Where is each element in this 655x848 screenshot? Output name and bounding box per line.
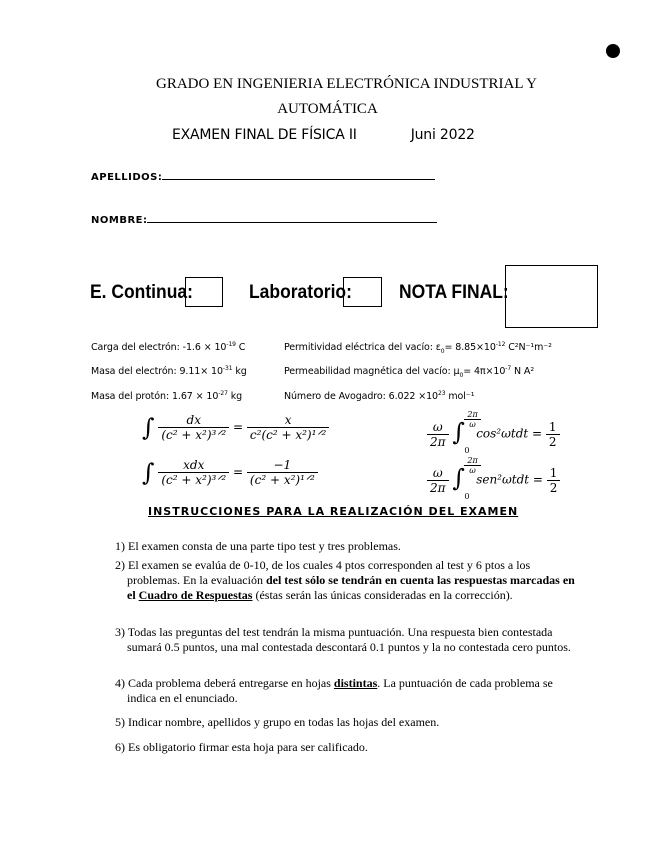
instruction-1: 1) El examen consta de una parte tipo test y tres problemas. <box>115 539 401 553</box>
degree-title-line2: AUTOMÁTICA <box>277 101 378 117</box>
instruction-3: 3) Todas las preguntas del test tendrán la misma puntuación. Una respuesta bien contestada sumará 0.5 puntos, una mal contestada descontará 0.1 puntos y la no contestada cero puntos. <box>115 625 571 654</box>
instruction-4: 4) Cada problema deberá entregarse en hojas distintas. La puntuación de cada problema se indica en el enunciado. <box>115 676 553 705</box>
instruction-6: 6) Es obligatorio firmar esta hoja para ser calificado. <box>115 740 368 754</box>
integral-sign-icon: ∫ <box>142 413 155 442</box>
exam-title <box>172 127 475 143</box>
integral-formula-2: ∫ $\frac{\text{xdx}}{\text{(c² + x²)³ᐟ²}}$ = $\frac{-1}{\text{(c² + x²)¹ᐟ²}}$ <box>142 458 318 487</box>
continuous-eval-label: E. Continua: <box>90 282 193 303</box>
exam-date: Juni 2022 <box>410 127 475 143</box>
lab-label: Laboratorio: <box>249 282 352 303</box>
surname-line[interactable] <box>162 169 435 180</box>
avogadro-number: Número de Avogadro: $6.022 \times 10^{23}$ mol⁻¹ <box>284 390 475 402</box>
bullet-dot-icon <box>606 44 620 58</box>
proton-mass: Masa del protón: $1.67 \times 10^{-27}$ kg <box>91 390 243 402</box>
instructions-title: INSTRUCCIONES PARA LA REALIZACIÓN DEL EXAMEN <box>148 505 519 518</box>
surname-field[interactable] <box>91 169 435 183</box>
integral-sign-icon: ∫ <box>142 458 155 487</box>
electron-mass: Masa del electrón: $9.11\times 10^{-31}$ kg <box>91 365 247 377</box>
instruction-5: 5) Indicar nombre, apellidos y grupo en todas las hojas del examen. <box>115 715 440 729</box>
integral-sign-icon: ∫ <box>452 464 465 492</box>
integral-formula-1: ∫ $\frac{dx}{\text{(c² + x²)³ᐟ²}}$ = $\frac{x}{\text{c²(c² + x²)¹ᐟ²}}$ <box>142 413 329 442</box>
exam-name: EXAMEN FINAL DE FÍSICA II <box>172 127 357 143</box>
name-label: NOMBRE: <box>91 215 148 226</box>
instruction-2: 2) El examen se evalúa de 0-10, de los cuales 4 ptos corresponden al test y 6 ptos a los problemas. En la evaluación del test sólo se tendrán en cuenta las respuestas marcadas en el Cuadro de Respuestas (éstas serán las únicas consideradas en la corrección). <box>115 558 575 602</box>
sin-average-formula: $\frac{\omega}{2\pi}$ ∫ $\frac{2\pi}{\omega}$ 0 sen²ωtdt = $\frac{1}{2}$ <box>427 460 560 500</box>
surname-label: APELLIDOS: <box>91 172 163 183</box>
vacuum-permeability: Permeabilidad magnética del vacío: $\mu_0= 4\pi\times 10^{-7}$ N A² <box>284 365 535 379</box>
cos-average-formula: $\frac{\omega}{2\pi}$ ∫ $\frac{2\pi}{\omega}$ 0 cos²ωtdt = $\frac{1}{2}$ <box>427 414 560 454</box>
degree-title-line1: GRADO EN INGENIERIA ELECTRÓNICA INDUSTRIAL Y <box>156 76 537 92</box>
final-grade-box[interactable] <box>505 265 598 328</box>
integral-sign-icon: ∫ <box>452 418 465 446</box>
continuous-eval-box[interactable] <box>185 277 223 307</box>
name-field[interactable] <box>91 212 437 226</box>
final-grade-label: NOTA FINAL: <box>399 282 509 303</box>
lab-box[interactable] <box>343 277 382 307</box>
electron-charge: Carga del electrón: $-1.6 \times 10^{-19}$ C <box>91 341 246 353</box>
vacuum-permittivity: Permitividad eléctrica del vacío: $\varepsilon_0= 8.85\times 10^{-12}$ C²N⁻¹m⁻² <box>284 341 552 355</box>
name-line[interactable] <box>147 212 437 223</box>
